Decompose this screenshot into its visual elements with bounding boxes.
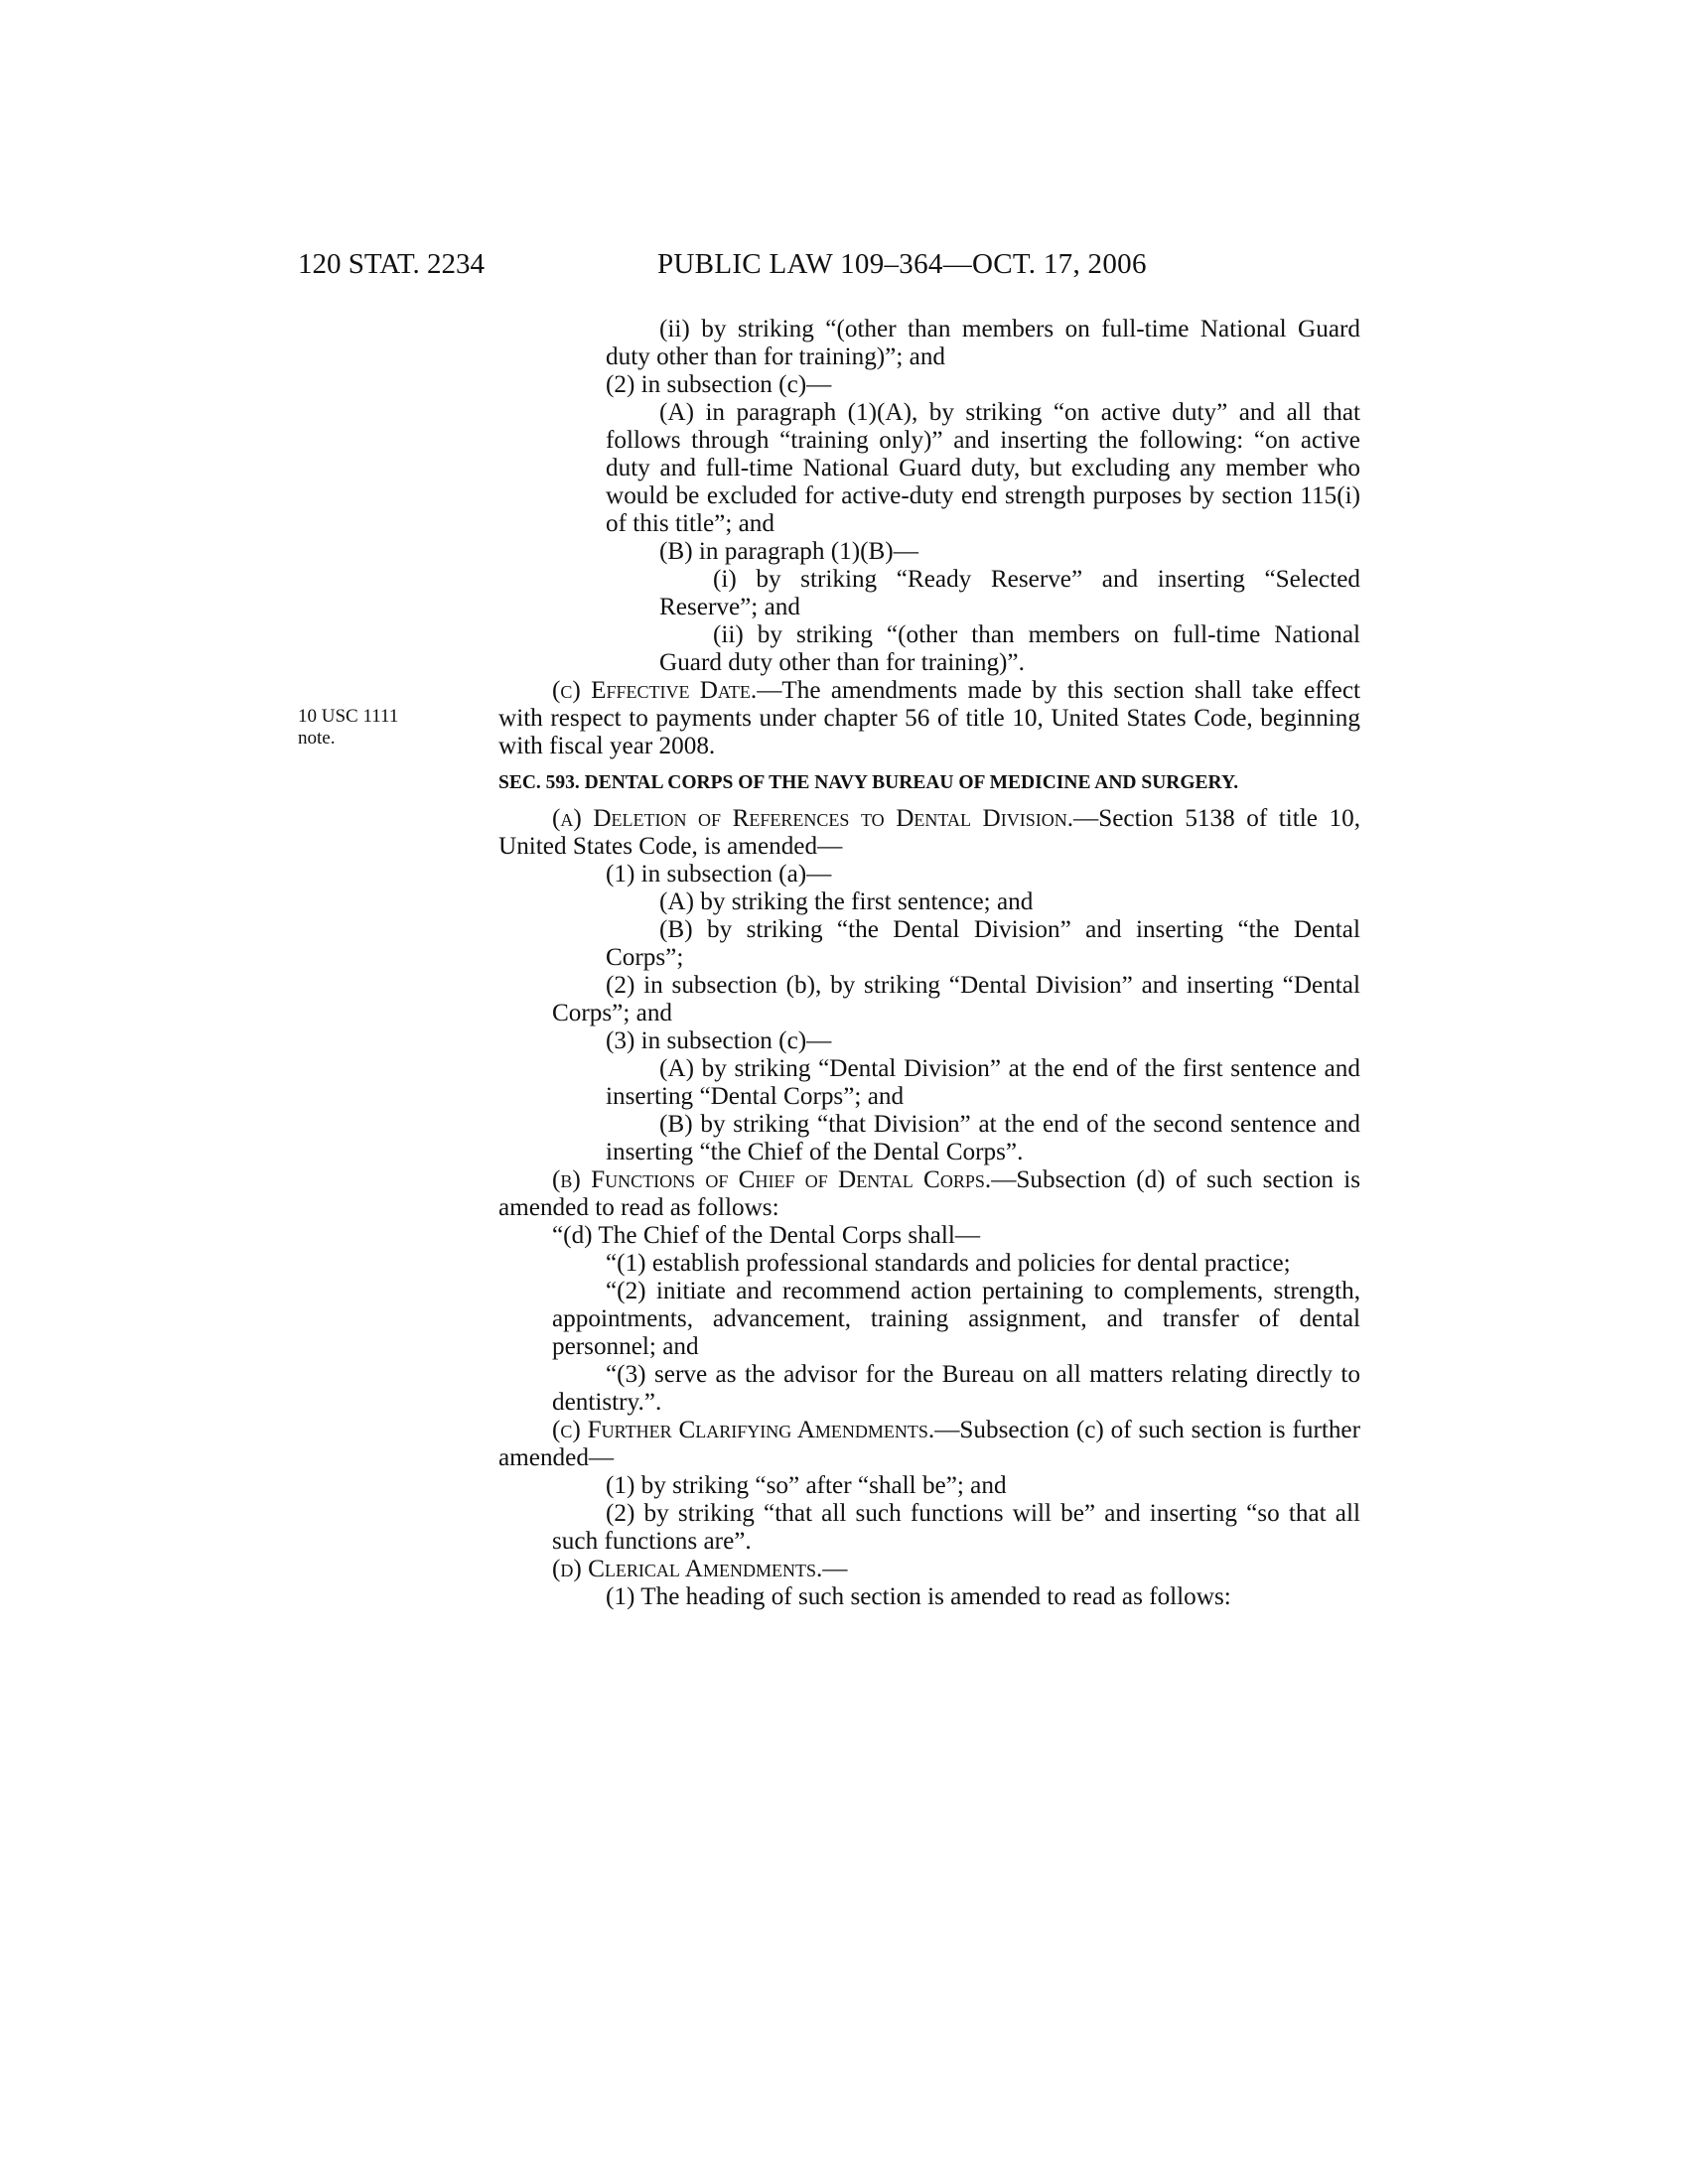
subsection-text: —The amendments made by this section shall take effect with respect to payments under chapter 56 of title 10, United States Code, beginning with fiscal year 2008. <box>498 677 1361 759</box>
paragraph: (2) in subsection (c)— <box>606 371 832 398</box>
subsection-text: —Subsection (c) of such section is further amended— <box>498 1417 1360 1471</box>
paragraph: “(2) initiate and recommend action pertaining to complements, strength, appointments, advancement, training assignment, and transfer of dental personnel; and <box>552 1278 1360 1360</box>
paragraph: (A) by striking the first sentence; and <box>659 888 1034 915</box>
subsection-heading: (b) Functions of Chief of Dental Corps. <box>552 1166 992 1193</box>
paragraph: (3) in subsection (c)— <box>606 1027 832 1054</box>
section-heading: SEC. 593. DENTAL CORPS OF THE NAVY BUREAU OF MEDICINE AND SURGERY. <box>498 772 1239 793</box>
paragraph-subsection-a <box>498 805 1360 861</box>
paragraph: (1) The heading of such section is amended to read as follows: <box>606 1583 1231 1610</box>
subsection-heading: (a) Deletion of References to Dental Division. <box>552 805 1074 832</box>
paragraph: (ii) by striking “(other than members on full-time National Guard duty other than for training)”. <box>659 621 1360 676</box>
paragraph: “(1) establish professional standards and policies for dental practice; <box>606 1250 1291 1277</box>
paragraph: “(3) serve as the advisor for the Bureau on all matters relating directly to dentistry.”. <box>552 1361 1360 1416</box>
paragraph: “(d) The Chief of the Dental Corps shall— <box>552 1222 981 1249</box>
paragraph: (i) by striking “Ready Reserve” and inserting “Selected Reserve”; and <box>659 566 1360 620</box>
subsection-text: — <box>822 1556 848 1582</box>
statute-page-number: 120 STAT. 2234 <box>298 248 486 280</box>
paragraph: (1) by striking “so” after “shall be”; and <box>606 1472 1007 1499</box>
subsection-heading: (d) Clerical Amendments. <box>552 1556 823 1582</box>
margin-note-line: 10 USC 1111 <box>298 706 399 727</box>
subsection-heading: (c) Further Clarifying Amendments. <box>552 1417 935 1443</box>
paragraph-subsection-c <box>498 1417 1360 1472</box>
paragraph: (2) in subsection (b), by striking “Dental Division” and inserting “Dental Corps”; and <box>552 972 1360 1026</box>
margin-note-line: note. <box>298 728 336 749</box>
page-header <box>0 248 1688 288</box>
paragraph: (A) in paragraph (1)(A), by striking “on active duty” and all that follows through “training only)” and inserting the following: “on active duty and full-time National Guard duty, but excluding any member who would be excluded for active-duty end strength purposes by section 115(i) of this title”; and <box>606 399 1360 537</box>
subsection-text: —Section 5138 of title 10, United States Code, is amended— <box>498 805 1361 860</box>
paragraph: (ii) by striking “(other than members on full-time National Guard duty other than for training)”; and <box>606 316 1360 370</box>
paragraph: (B) in paragraph (1)(B)— <box>659 538 918 565</box>
paragraph: (B) by striking “that Division” at the end of the second sentence and inserting “the Chief of the Dental Corps”. <box>606 1111 1360 1165</box>
paragraph: (1) in subsection (a)— <box>606 861 832 887</box>
margin-note <box>298 706 398 750</box>
document-body <box>498 316 1360 1611</box>
paragraph: (A) by striking “Dental Division” at the end of the first sentence and inserting “Dental Corps”; and <box>606 1055 1360 1110</box>
paragraph-subsection-d <box>498 1556 1360 1583</box>
paragraph: (B) by striking “the Dental Division” and inserting “the Dental Corps”; <box>606 916 1360 971</box>
subsection-heading: (c) Effective Date. <box>552 677 758 704</box>
paragraph: (2) by striking “that all such functions will be” and inserting “so that all such functions are”. <box>552 1500 1360 1555</box>
paragraph-effective-date <box>498 677 1360 760</box>
subsection-text: —Subsection (d) of such section is amended to read as follows: <box>498 1166 1361 1221</box>
public-law-running-head: PUBLIC LAW 109–364—OCT. 17, 2006 <box>657 248 1147 280</box>
paragraph-subsection-b <box>498 1166 1360 1222</box>
